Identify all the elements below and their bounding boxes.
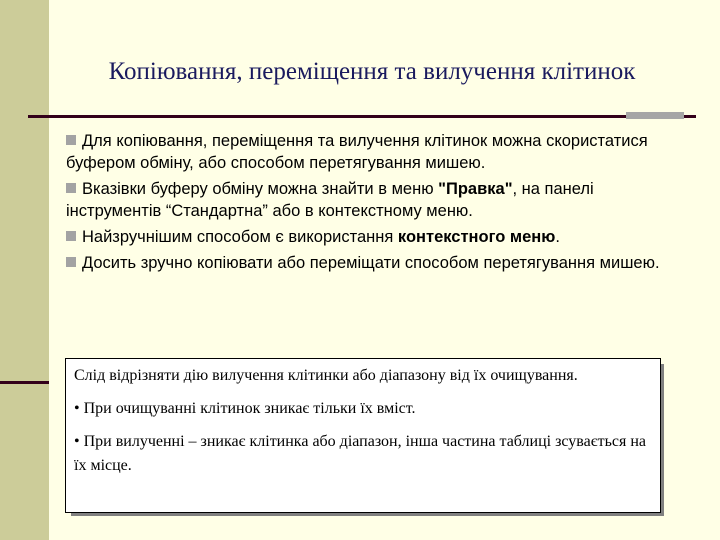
- bullet-item: [66, 178, 666, 222]
- square-bullet-icon: [66, 135, 76, 145]
- note-point: • При очищуванні клітинок зникає тільки їх вміст.: [74, 400, 416, 417]
- note-box-shadow: [71, 513, 664, 516]
- side-accent-line: [0, 381, 49, 384]
- title-rule-accent: [626, 112, 684, 119]
- bullet-item: [66, 226, 666, 248]
- bullet-text: .: [555, 228, 560, 246]
- bullet-list: [66, 130, 666, 278]
- bullet-bold-text: "Правка": [438, 180, 513, 198]
- left-decor-band: [0, 0, 49, 540]
- square-bullet-icon: [66, 183, 76, 193]
- square-bullet-icon: [66, 257, 76, 267]
- note-box-shadow: [661, 364, 664, 516]
- bullet-text: Для копіювання, переміщення та вилучення клітинок можна скористатися буфером обміну, або способом перетягування мишею.: [66, 132, 648, 172]
- title-rule: [28, 115, 626, 118]
- note-intro: Слід відрізняти дію вилучення клітинки або діапазону від їх очищування.: [74, 367, 578, 384]
- bullet-item: [66, 252, 666, 274]
- note-box: [65, 358, 661, 513]
- square-bullet-icon: [66, 231, 76, 241]
- bullet-bold-text: контекстного меню: [397, 228, 556, 246]
- note-point: • При вилученні – зникає клітинка або діапазон, інша частина таблиці зсувається на їх місце.: [74, 433, 647, 474]
- bullet-text: Досить зручно копіювати або переміщати способом перетягування мишею.: [82, 254, 660, 272]
- title-rule-end: [684, 115, 696, 118]
- bullet-text: , на панелі інструментів “Стандартна” або в контекстному меню.: [66, 180, 594, 220]
- bullet-text: Вказівки буферу обміну можна знайти в меню: [82, 180, 439, 198]
- slide-title: Копіювання, переміщення та вилучення клітинок: [108, 58, 636, 85]
- bullet-item: [66, 130, 666, 174]
- bullet-text: Найзручнішим способом є використання: [82, 228, 398, 246]
